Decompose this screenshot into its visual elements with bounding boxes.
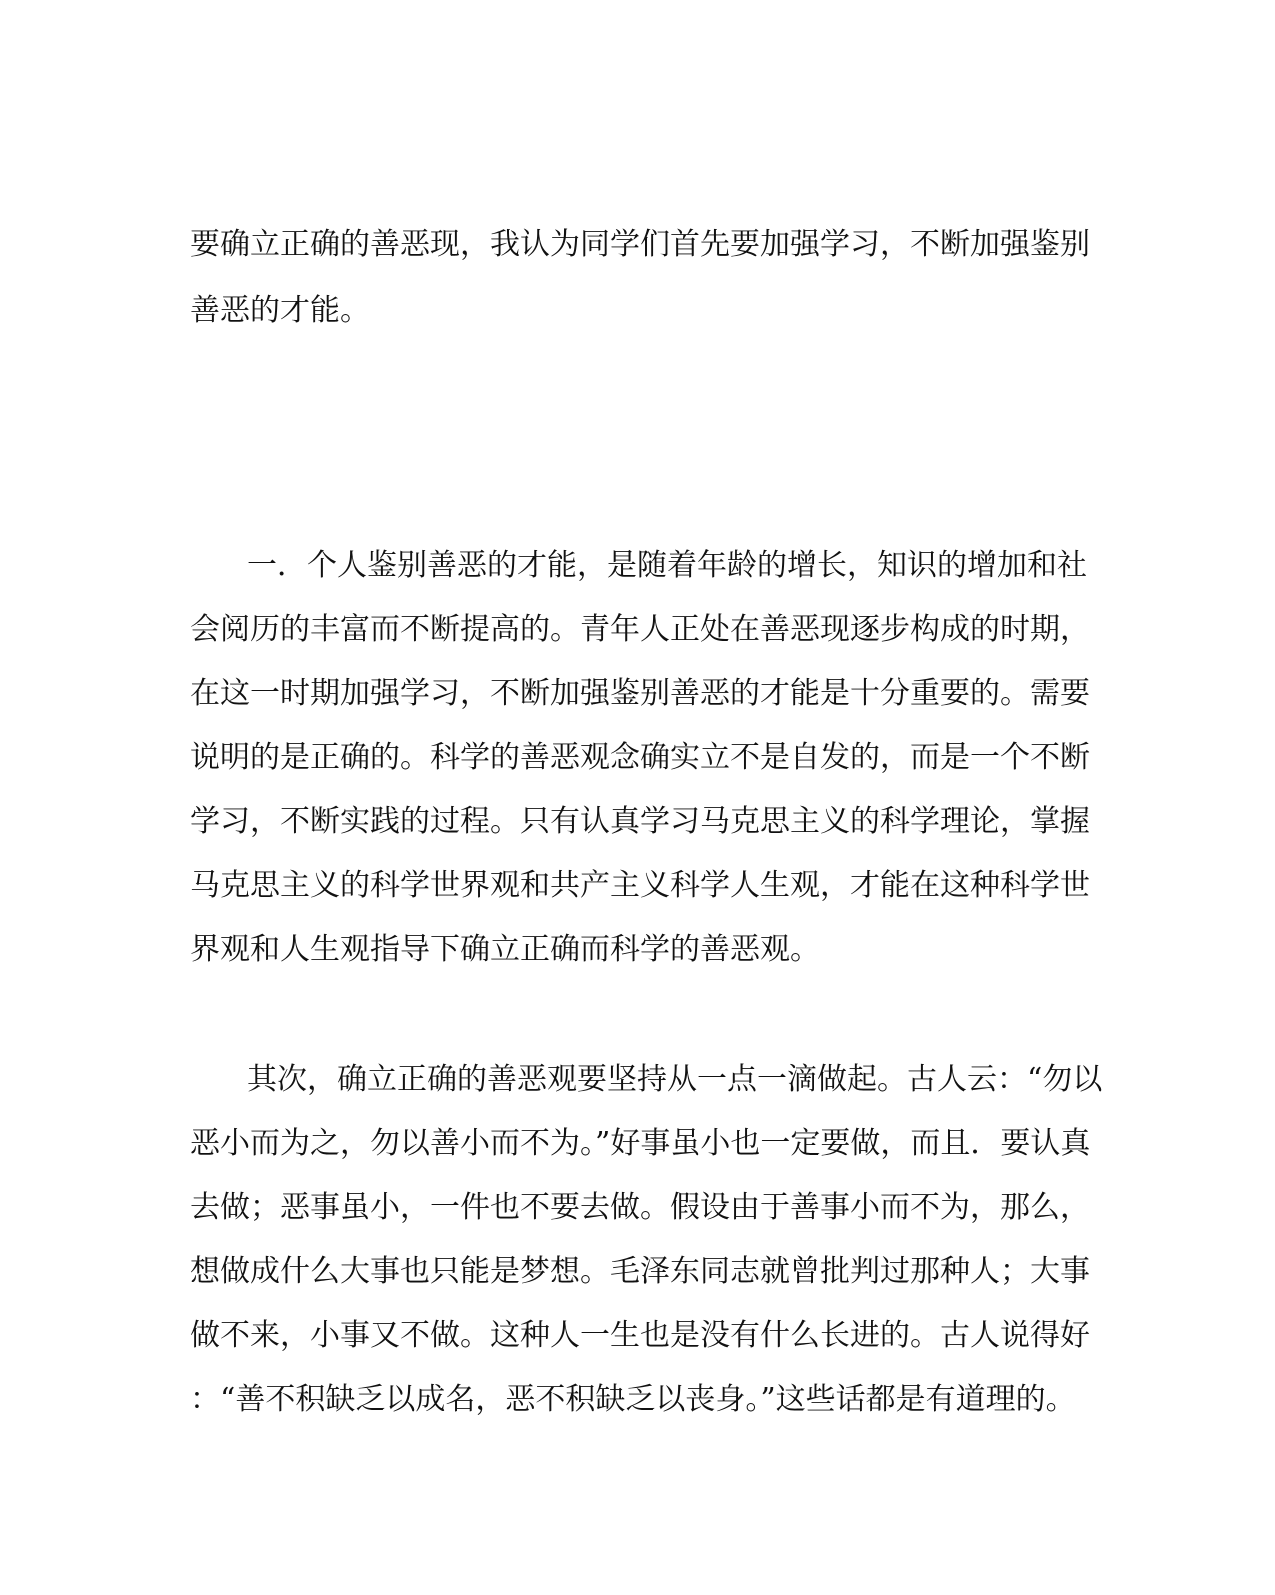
text-line: 在这一时期加强学习，不断加强鉴别善恶的才能是十分重要的。需要 xyxy=(190,676,1090,711)
text-line: 其次，确立正确的善恶观要坚持从一点一滴做起。古人云：“勿以 xyxy=(247,1062,1103,1097)
text-line: 要确立正确的善恶现，我认为同学们首先要加强学习，不断加强鉴别 xyxy=(190,227,1090,262)
text-line: 说明的是正确的。科学的善恶观念确实立不是自发的，而是一个不断 xyxy=(190,740,1090,775)
text-line: 想做成什么大事也只能是梦想。毛泽东同志就曾批判过那种人；大事 xyxy=(190,1254,1090,1289)
text-line: 善恶的才能。 xyxy=(190,293,370,328)
text-line: 学习，不断实践的过程。只有认真学习马克思主义的科学理论，掌握 xyxy=(190,804,1090,839)
text-line: 一．个人鉴别善恶的才能，是随着年龄的增长，知识的增加和社 xyxy=(247,548,1087,583)
text-line: 做不来，小事又不做。这种人一生也是没有什么长进的。古人说得好 xyxy=(190,1318,1090,1353)
text-line: 去做；恶事虽小，一件也不要去做。假设由于善事小而不为，那么， xyxy=(190,1190,1090,1225)
text-line: 会阅历的丰富而不断提高的。青年人正处在善恶现逐步构成的时期， xyxy=(190,612,1090,647)
text-line: 马克思主义的科学世界观和共产主义科学人生观，才能在这种科学世 xyxy=(190,868,1090,903)
text-line: 恶小而为之，勿以善小而不为。”好事虽小也一定要做，而且．要认真 xyxy=(190,1126,1091,1161)
text-line: 界观和人生观指导下确立正确而科学的善恶观。 xyxy=(190,932,820,967)
text-line: ：“善不积缺乏以成名，恶不积缺乏以丧身。”这些话都是有道理的。 xyxy=(190,1382,1076,1417)
